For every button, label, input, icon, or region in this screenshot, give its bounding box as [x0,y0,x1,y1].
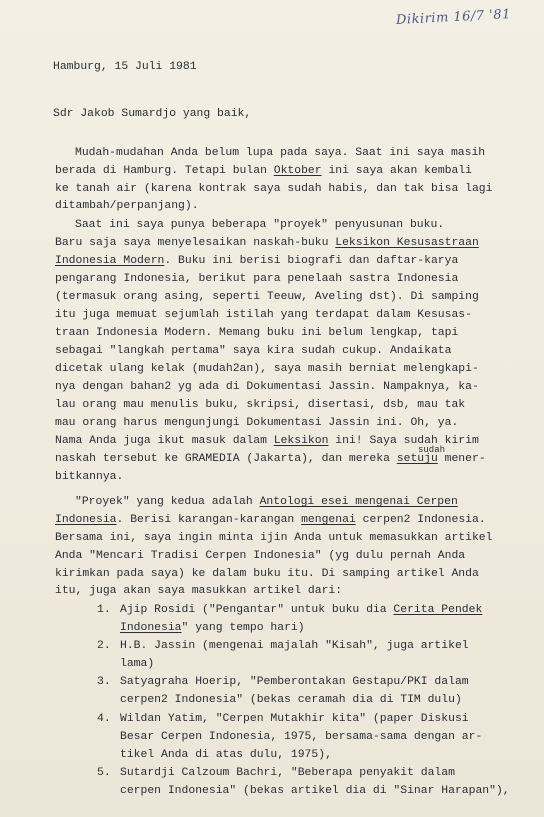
list-item-1-line-2: Indonesia" yang tempo hari) [120,622,305,634]
list-item-2-line-1: H.B. Jassin (mengenai majalah "Kisah", juga artikel [120,640,469,652]
p2-line-9: dicetak ulang kelak (mudah2an), saya masih berniat melengkapi- [55,363,479,375]
anthology-title-underlined-cont: Indonesia [55,514,117,526]
anthology-title-underlined: Antologi esei mengenai Cerpen [259,496,458,508]
p3-line-1: "Proyek" yang kedua adalah Antologi esei mengenai Cerpen [75,496,458,508]
p1-line-1: Mudah-mudahan Anda belum lupa pada saya. Saat ini saya masih [75,147,486,159]
p3-line-3: Bersama ini, saya ingin minta ijin Anda untuk memasukkan artikel [55,532,493,544]
list-item-1-line-1: Ajip Rosidi ("Pengantar" untuk buku dia Cerita Pendek [120,604,483,616]
p1-line-4: ditambah/perpanjang). [55,200,199,212]
list-item-4-line-3: tikel Anda di atas dulu, 1975), [120,749,332,761]
salutation: Sdr Jakob Sumardjo yang baik, [53,108,252,120]
p2-line-14: naskah tersebut ke GRAMEDIA (Jakarta), dan mereka setuju mener- [55,453,486,465]
p1-line-2: berada di Hamburg. Tetapi bulan Oktober ini saya akan kembali [55,165,472,177]
p2-line-5: (termasuk orang asing, seperti Teeuw, Aveling dst). Di samping [55,291,479,303]
p2-line-7: traan Indonesia Modern. Memang buku ini belum lengkap, tapi [55,327,459,339]
list-item-4-line-1: Wildan Yatim, "Cerpen Mutakhir kita" (paper Diskusi [120,713,469,725]
p2-line-6: itu juga memuat sejumlah istilah yang terdapat dalam Kesusas- [55,309,472,321]
p2-line-15: bitkannya. [55,471,124,483]
book-title-underlined-cont: Indonesia Modern [55,255,165,267]
list-item-4-line-2: Besar Cerpen Indonesia, 1975, bersama-sama dengan ar- [120,731,483,743]
p2-line-8: sebagai "langkah pertama" saya kira sudah cukup. Andaikata [55,345,452,357]
p2-line-11: lau orang mau menulis buku, skripsi, disertasi, dsb, mau tak [55,399,466,411]
list-item-2-line-2: lama) [120,658,155,670]
list-item-5-number: 5. [97,767,111,779]
list-item-3-line-2: cerpen2 Indonesia" (bekas ceramah dia di TIM dulu) [120,694,462,706]
list-item-3-number: 3. [97,676,111,688]
underlined-word: Oktober [273,165,322,177]
p3-line-6: itu, juga akan saya masukkan artikel dari: [55,585,343,597]
cerita-pendek-underlined: Cerita Pendek [393,604,483,616]
p2-line-3: Indonesia Modern. Buku ini berisi biografi dan daftar-karya [55,255,459,267]
p3-line-4: Anda "Mencari Tradisi Cerpen Indonesia" (yg dulu pernah Anda [55,550,466,562]
mengenai-underlined: mengenai [301,514,356,526]
book-title-underlined: Leksikon Kesusastraan [335,237,479,249]
p2-line-4: pengarang Indonesia, berikut para penelaah sastra Indonesia [55,273,459,285]
p2-line-1: Saat ini saya punya beberapa "proyek" penyusunan buku. [75,219,445,231]
p2-line-12: mau orang harus mengunjungi Dokumentasi Jassin ini. Oh, ya. [55,417,459,429]
leksikon-underlined: Leksikon [273,435,329,447]
list-item-4-number: 4. [97,713,111,725]
p3-line-5: kirimkan pada saya) ke dalam buku itu. Di samping artikel Anda [55,568,479,580]
list-item-5-line-2: cerpen Indonesia" (bekas artikel dia di "Sinar Harapan"), [120,785,510,797]
dateline: Hamburg, 15 Juli 1981 [53,61,197,73]
struck-word: setuju [396,453,438,465]
list-item-3-line-1: Satyagraha Hoerip, "Pemberontakan Gestapu/PKI dalam [120,676,469,688]
list-item-5-line-1: Sutardji Calzoum Bachri, "Beberapa penyakit dalam [120,767,455,779]
p2-line-2: Baru saja saya menyelesaikan naskah-buku Leksikon Kesusastraan [55,237,479,249]
p1-line-3: ke tanah air (karena kontrak saya sudah habis, dan tak bisa lagi [55,183,493,195]
list-item-2-number: 2. [97,640,111,652]
p2-line-13: Nama Anda juga ikut masuk dalam Leksikon ini! Saya sudah kirim [55,435,479,447]
list-item-1-number: 1. [97,604,111,616]
inserted-correction: sudah [418,445,446,455]
p3-line-2: Indonesia. Berisi karangan-karangan mengenai cerpen2 Indonesia. [55,514,486,526]
indonesia-underlined: Indonesia [120,622,182,634]
handwritten-margin-note: Dikirim 16/7 '81 [395,7,512,28]
p2-line-10: nya dengan bahan2 yg ada di Dokumentasi Jassin. Nampaknya, ka- [55,381,479,393]
